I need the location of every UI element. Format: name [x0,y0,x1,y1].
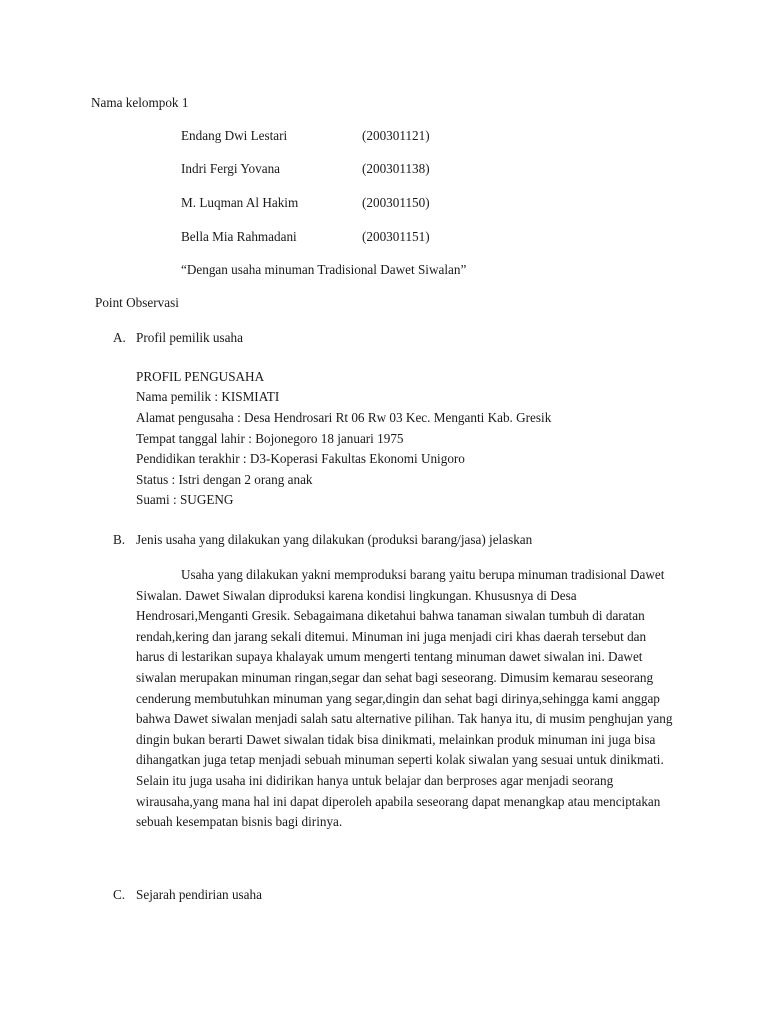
profile-line: Suami : SUGENG [136,492,234,507]
member-id: (200301151) [362,229,430,244]
member-name: Endang Dwi Lestari [181,128,288,143]
profile-line: Pendidikan terakhir : D3-Koperasi Fakultas Ekonomi Unigoro [136,451,465,466]
profile-heading: PROFIL PENGUSAHA [136,369,265,384]
profile-line: Alamat pengusaha : Desa Hendrosari Rt 06 Rw 03 Kec. Menganti Kab. Gresik [136,410,552,425]
member-id: (200301150) [362,195,430,210]
profile-line: Nama pemilik : KISMIATI [136,389,280,404]
member-name: Bella Mia Rahmadani [181,229,297,244]
section-b-marker: B. [113,532,126,547]
member-name: M. Luqman Al Hakim [181,195,299,210]
section-a-title: Profil pemilik usaha [136,330,243,345]
member-id: (200301121) [362,128,430,143]
observation-heading: Point Observasi [95,295,179,310]
profile-line: Status : Istri dengan 2 orang anak [136,472,313,487]
profile-line: Tempat tanggal lahir : Bojonegoro 18 januari 1975 [136,431,404,446]
section-c-title: Sejarah pendirian usaha [136,887,262,902]
section-a-marker: A. [113,330,126,345]
section-c-marker: C. [113,887,126,902]
section-b-paragraph: Usaha yang dilakukan yakni memproduksi barang yaitu berupa minuman tradisional Dawet Siwalan. Dawet Siwalan diproduksi karena kondisi lingkungan. Khususnya di Desa Hendrosari,Menganti Gresik. Sebagaimana diketahui bahwa tanaman siwalan tumbuh di daratan rendah,kering dan jarang sekali ditemui. Minuman ini juga menjadi ciri khas daerah tersebut dan harus di lestarikan supaya khalayak umum mengerti tentang minuman dawet siwalan ini. Dawet siwalan merupakan minuman ringan,segar dan sehat bagi seseorang. Dimusim kemarau seseorang cenderung membutuhkan minuman yang segar,dingin dan sehat bagi dirinya,sehingga kami anggap bahwa Dawet siwalan menjadi salah satu alternative pilihan. Tak hanya itu, di musim penghujan yang dingin bukan berarti Dawet siwalan tidak bisa dinikmati, melainkan produk minuman ini juga bisa dihangatkan juga tetap menjadi sebuah minuman seperti kolak siwalan yang sesuai untuk dinikmati. Selain itu juga usaha ini didirikan hanya untuk belajar dan berproses agar menjadi seorang wirausaha,yang mana hal ini dapat diperoleh apabila seseorang dapat menangkap atau menciptakan sebuah kesempatan bisnis bagi dirinya. [136,567,673,830]
member-name: Indri Fergi Yovana [181,161,281,176]
member-id: (200301138) [362,161,430,176]
theme-quote: “Dengan usaha minuman Tradisional Dawet Siwalan” [181,262,467,277]
group-label: Nama kelompok 1 [91,95,189,110]
section-b-title: Jenis usaha yang dilakukan yang dilakukan (produksi barang/jasa) jelaskan [136,532,533,547]
